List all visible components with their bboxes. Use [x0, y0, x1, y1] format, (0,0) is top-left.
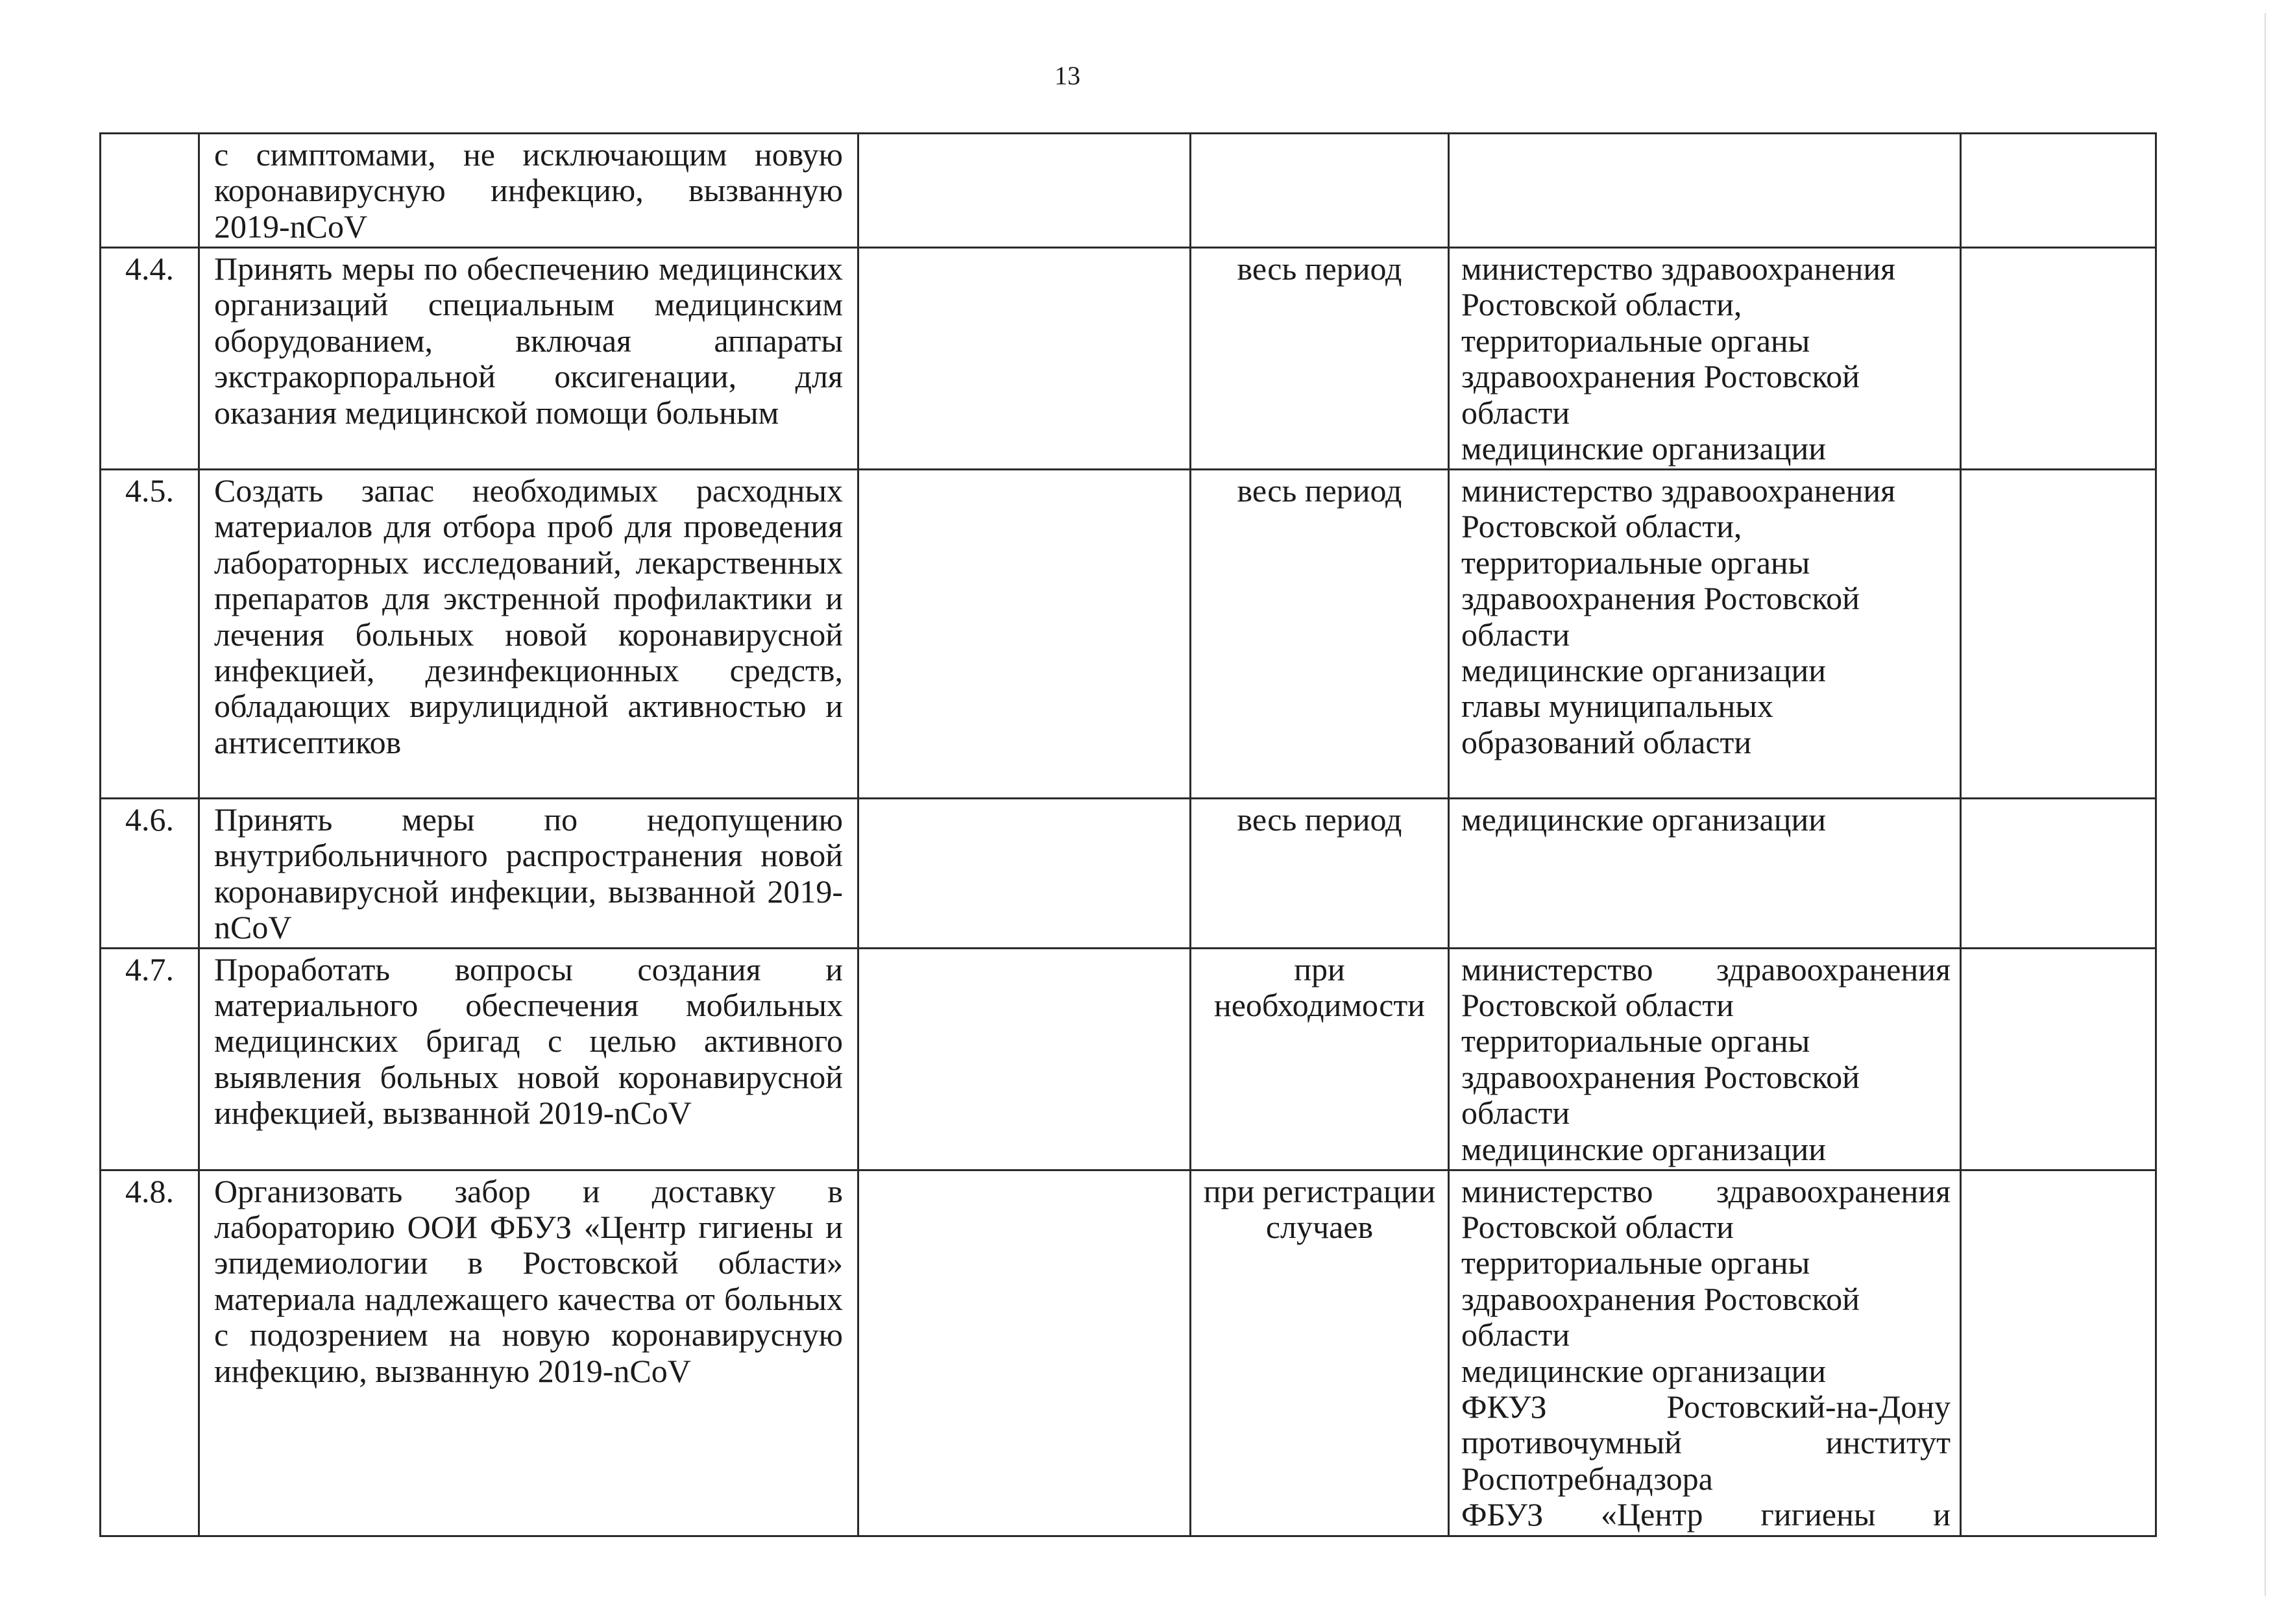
- period-cell: весь период: [1191, 248, 1449, 470]
- row-number: 4.7.: [101, 948, 199, 1170]
- responsible-cell: [1449, 799, 1961, 949]
- row-number: 4.5.: [101, 470, 199, 799]
- table-row: [101, 134, 2156, 248]
- note-cell: [1961, 248, 2156, 470]
- responsible-line: медицинские организации: [1461, 430, 1827, 467]
- empty-cell: [858, 799, 1191, 949]
- responsible-cell: [1449, 134, 1961, 248]
- responsible-line: главы муниципальных: [1461, 688, 1773, 725]
- task-description: Проработать вопросы создания и материального обеспечения мобильных медицинских бригад с целью активного выявления больных новой коронавирусной инфекцией, вызванной 2019-nCoV: [199, 948, 858, 1170]
- task-description: Организовать забор и доставку в лабораторию ООИ ФБУЗ «Центр гигиены и эпидемиологии в Ростовской области» материала надлежащего качества от больных с подозрением на новую коронавирусную инфекцию, вызванную 2019-nCoV: [199, 1170, 858, 1536]
- row-number: 4.6.: [101, 799, 199, 949]
- table-row: [101, 470, 2156, 799]
- responsible-line: медицинские организации: [1461, 801, 1827, 838]
- responsible-line: ФКУЗ Ростовский-на-Дону: [1461, 1388, 1951, 1425]
- empty-cell: [858, 1170, 1191, 1536]
- period-cell: весь период: [1191, 799, 1449, 949]
- responsible-line: медицинские организации: [1461, 652, 1827, 689]
- responsible-line: территориальные органы: [1461, 1244, 1810, 1281]
- note-cell: [1961, 1170, 2156, 1536]
- task-description: Создать запас необходимых расходных материалов для отбора проб для проведения лабораторных исследований, лекарственных препаратов для экстренной профилактики и лечения больных новой коронавирусной инфекцией, дезинфекционных средств, обладающих вирулицидной активностью и антисептиков: [199, 470, 858, 799]
- table-row: [101, 248, 2156, 470]
- responsible-line: медицинские организации: [1461, 1130, 1827, 1167]
- empty-cell: [858, 134, 1191, 248]
- responsible-line: Ростовской области: [1461, 1209, 1734, 1246]
- responsible-line: области: [1461, 1316, 1570, 1353]
- responsible-line: Роспотребнадзора: [1461, 1460, 1713, 1497]
- responsible-line: территориальные органы: [1461, 1023, 1810, 1060]
- responsible-line: министерство здравоохранения: [1461, 250, 1896, 287]
- responsible-line: противочумный институт: [1461, 1424, 1951, 1461]
- responsible-line: здравоохранения Ростовской: [1461, 580, 1860, 617]
- period-cell: при регистрации случаев: [1191, 1170, 1449, 1536]
- period-cell: весь период: [1191, 470, 1449, 799]
- page-number: 13: [1054, 61, 1080, 90]
- empty-cell: [858, 948, 1191, 1170]
- responsible-line: Ростовской области: [1461, 987, 1734, 1024]
- responsible-line: территориальные органы: [1461, 544, 1810, 581]
- action-plan-table: [99, 132, 2157, 1537]
- responsible-line: области: [1461, 616, 1570, 653]
- responsible-cell: [1449, 248, 1961, 470]
- responsible-cell: [1449, 1170, 1961, 1536]
- empty-cell: [858, 248, 1191, 470]
- period-cell: при необходимости: [1191, 948, 1449, 1170]
- table-row: [101, 948, 2156, 1170]
- responsible-line: министерство здравоохранения: [1461, 951, 1951, 988]
- responsible-cell: [1449, 470, 1961, 799]
- responsible-line: Ростовской области,: [1461, 286, 1742, 323]
- responsible-line: Ростовской области,: [1461, 508, 1742, 545]
- note-cell: [1961, 799, 2156, 949]
- scan-edge-line: [2265, 13, 2266, 1596]
- responsible-line: министерство здравоохранения: [1461, 1172, 1951, 1209]
- task-description: Принять меры по обеспечению медицинских организаций специальным медицинским оборудованием, включая аппараты экстракорпоральной оксигенации, для оказания медицинской помощи больным: [199, 248, 858, 470]
- note-cell: [1961, 134, 2156, 248]
- responsible-line: министерство здравоохранения: [1461, 472, 1896, 509]
- responsible-line: области: [1461, 1095, 1570, 1132]
- empty-cell: [858, 470, 1191, 799]
- responsible-line: медицинские организации: [1461, 1352, 1827, 1389]
- task-description: Принять меры по недопущению внутрибольничного распространения новой коронавирусной инфекции, вызванной 2019-nCoV: [199, 799, 858, 949]
- table-row: [101, 1170, 2156, 1536]
- responsible-line: ФБУЗ «Центр гигиены и: [1461, 1496, 1951, 1533]
- responsible-line: территориальные органы: [1461, 322, 1810, 359]
- task-description: с симптомами, не исключающим новую коронавирусную инфекцию, вызванную 2019-nCoV: [199, 134, 858, 248]
- responsible-line: области: [1461, 394, 1570, 431]
- row-number: 4.4.: [101, 248, 199, 470]
- row-number: [101, 134, 199, 248]
- row-number: 4.8.: [101, 1170, 199, 1536]
- responsible-line: образований области: [1461, 723, 1752, 760]
- responsible-cell: [1449, 948, 1961, 1170]
- period-cell: [1191, 134, 1449, 248]
- note-cell: [1961, 948, 2156, 1170]
- responsible-line: здравоохранения Ростовской: [1461, 1280, 1860, 1317]
- responsible-line: здравоохранения Ростовской: [1461, 358, 1860, 395]
- table-row: [101, 799, 2156, 949]
- responsible-line: здравоохранения Ростовской: [1461, 1058, 1860, 1095]
- note-cell: [1961, 470, 2156, 799]
